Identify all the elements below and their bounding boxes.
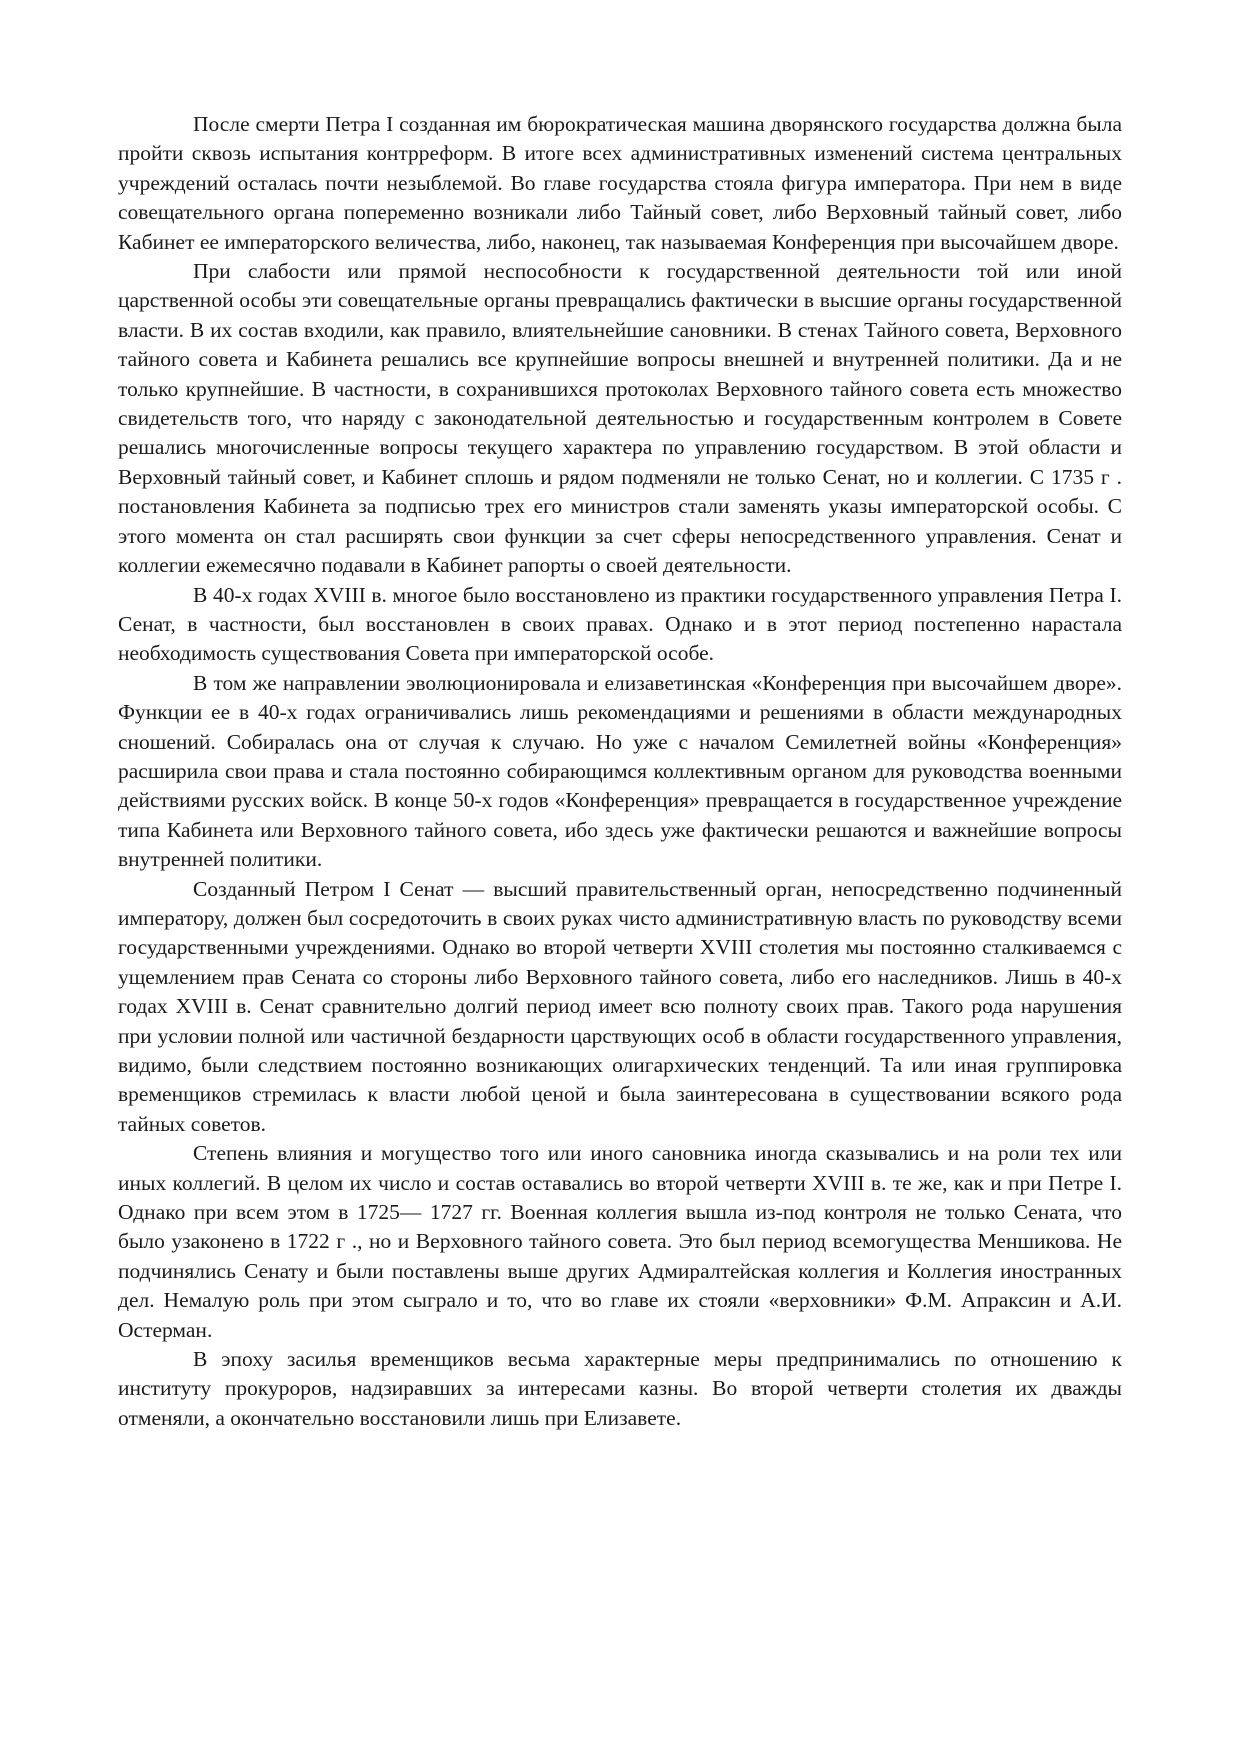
paragraph-1: После смерти Петра I созданная им бюрократическая машина дворянского государства должна была пройти сквозь испытания контрреформ. В итоге всех административных изменений система центральных учреждений осталась почти незыблемой. Во главе государства стояла фигура императора. При нем в виде совещательного органа попеременно возникали либо Тайный совет, либо Верховный тайный совет, либо Кабинет ее императорского величества, либо, наконец, так называемая Конференция при высочайшем дворе. xyxy=(118,112,1122,254)
paragraph-7: В эпоху засилья временщиков весьма характерные меры предпринимались по отношению к институту прокуроров, надзиравших за интересами казны. Во второй четверти столетия их дважды отменяли, а окончательно восстановили лишь при Елизавете. xyxy=(118,1347,1122,1430)
body-text xyxy=(118,110,1122,1433)
paragraph-5: Созданный Петром I Сенат — высший правительственный орган, непосредственно подчиненный императору, должен был сосредоточить в своих руках чисто административную власть по руководству всеми государственными учреждениями. Однако во второй четверти XVIII столетия мы постоянно сталкиваемся с ущемлением прав Сената со стороны либо Верховного тайного совета, либо его наследников. Лишь в 40-х годах XVIII в. Сенат сравнительно долгий период имеет всю полноту своих прав. Такого рода нарушения при условии полной или частичной бездарности царствующих особ в области государственного управления, видимо, были следствием постоянно возникающих олигархических тенденций. Та или иная группировка временщиков стремилась к власти любой ценой и была заинтересована в существовании всякого рода тайных советов. xyxy=(118,876,1122,1136)
paragraph-4: В том же направлении эволюционировала и елизаветинская «Конференция при высочайшем дворе». Функции ее в 40-х годах ограничивались лишь рекомендациями и решениями в области международных сношений. Собиралась она от случая к случаю. Но уже с началом Семилетней войны «Конференция» расширила свои права и стала постоянно собирающимся коллективным органом для руководства военными действиями русских войск. В конце 50-х годов «Конференция» превращается в государственное учреждение типа Кабинета или Верховного тайного совета, ибо здесь уже фактически решаются и важнейшие вопросы внутренней политики. xyxy=(118,670,1122,872)
paragraph-3: В 40-х годах XVIII в. многое было восстановлено из практики государственного управления Петра I. Сенат, в частности, был восстановлен в своих правах. Однако и в этот период постепенно нарастала необходимость существования Совета при императорской особе. xyxy=(118,582,1122,666)
paragraph-6: Степень влияния и могущество того или иного сановника иногда сказывались и на роли тех или иных коллегий. В целом их число и состав оставались во второй четверти XVIII в. те же, как и при Петре I. Однако при всем этом в 1725— 1727 гг. Военная коллегия вышла из-под контроля не только Сената, что было узаконено в 1722 г ., но и Верховного тайного совета. Это был период всемогущества Меншикова. Не подчинялись Сенату и были поставлены выше других Адмиралтейская коллегия и Коллегия иностранных дел. Немалую роль при этом сыграло и то, что во главе их стояли «верховники» Ф.М. Апраксин и А.И. Остерман. xyxy=(118,1141,1122,1342)
paragraph-2: При слабости или прямой неспособности к государственной деятельности той или иной царственной особы эти совещательные органы превращались фактически в высшие органы государственной власти. В их состав входили, как правило, влиятельнейшие сановники. В стенах Тайного совета, Верховного тайного совета и Кабинета решались все крупнейшие вопросы внешней и внутренней политики. Да и не только крупнейшие. В частности, в сохранившихся протоколах Верховного тайного совета есть множество свидетельств того, что наряду с законодательной деятельностью и государственным контролем в Совете решались многочисленные вопросы текущего характера по управлению государством. В этой области и Верховный тайный совет, и Кабинет сплошь и рядом подменяли не только Сенат, но и коллегии. С 1735 г . постановления Кабинета за подписью трех его министров стали заменять указы императорской особы. С этого момента он стал расширять свои функции за счет сферы непосредственного управления. Сенат и коллегии ежемесячно подавали в Кабинет рапорты о своей деятельности. xyxy=(118,259,1122,578)
